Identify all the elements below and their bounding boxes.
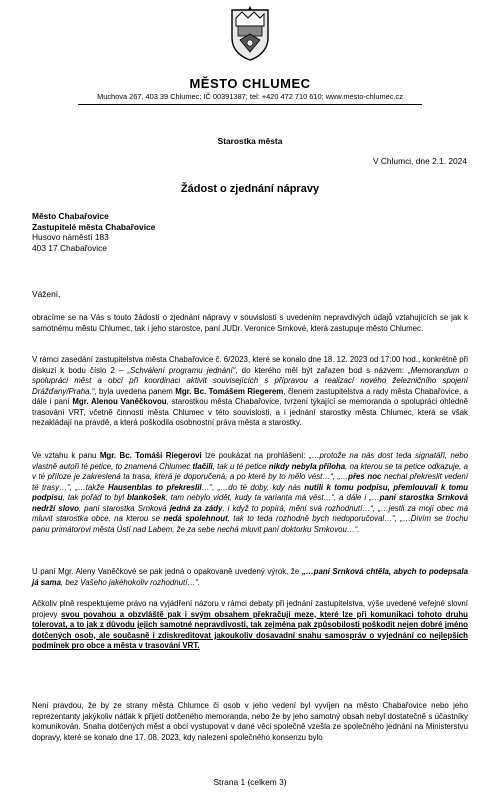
recipient-town: Město Chabařovice xyxy=(32,211,109,221)
text-run: , starostkou města Chabařovice, tvrzení týkající se memoranda o spolupráci ohledně trasování VRT, včetně činnosti města Chlumec v této souvislosti, a i jednání starostky města Chlumec, která se však nezakládají na pravdě, a která poškodila osobnostní práva města a starostky. xyxy=(32,397,468,428)
text-run-italic: „…protože na nás dost teda signatáři, nebo vlastně autoři té petice, to znamená Chlumec xyxy=(32,451,468,471)
page-number-footer: Strana 1 (celkem 3) xyxy=(213,777,287,787)
paragraph-meeting xyxy=(32,355,468,429)
text-run-bold-italic: jedná za zády xyxy=(169,503,223,513)
paragraph-vaneckova-quote xyxy=(32,567,468,588)
text-run-italic: , paní starostka Srnková xyxy=(78,503,170,513)
text-run-bold: Mgr. Bc. Tomáši Riegerovi xyxy=(99,451,202,460)
text-run: , byla uvedena panem xyxy=(94,386,176,396)
paragraph-objection xyxy=(32,599,468,652)
text-run-italic: , na kterou se ta petice odkazuje, a v té příloze je zakreslená ta trasa, která je doporučená, a po které by to mělo vést…“, „… xyxy=(32,461,468,482)
text-run-bold: Mgr. Bc. Tomášem Riegerem xyxy=(175,386,284,396)
text-run: Ve vztahu k panu xyxy=(32,451,100,460)
recipient-council: Zastupitelé města Chabařovice xyxy=(32,221,156,232)
text-run-italic: , tam nebylo vidět, kudy ta varianta má vést…“, a dále i „… xyxy=(165,493,380,503)
text-run-bold-italic: nutili k tomu podpisu, přemlouvali k tomu podpisu xyxy=(32,482,468,503)
text-run-bold: Mgr. Alenou Vaněčkovou xyxy=(72,397,167,407)
text-run-bold-italic: Hausenblas to překreslil xyxy=(107,482,202,492)
text-run-italic: nechal překreslit vedení té trasy…“, „…takže xyxy=(32,472,469,492)
text-run-bold-italic: nedá spolehnout xyxy=(163,514,228,524)
text-run-italic: „Memorandum o spolupráci měst a obcí při koordinaci aktivit souvisejících s přípravou a realizací nového železničního spojení Drážďany/Praha.“ xyxy=(32,365,469,396)
town-coat-of-arms-logo xyxy=(228,4,272,62)
text-run-bold-italic: paní starostka Srnková nedrží slovo xyxy=(32,493,469,513)
text-run-bold-italic: přes noc xyxy=(348,472,382,482)
text-run-bold-italic: „…paní Srnková chtěla, abych to podepsala já sama xyxy=(32,567,469,587)
text-run-italic: , tak u té petice xyxy=(212,461,269,471)
text-run-italic: , bez Vašeho jakéhokoliv rozhodnutí…“. xyxy=(60,577,201,587)
header-divider xyxy=(78,104,422,105)
text-run-italic: , tak to teda rozhodně bych nedoporučoval…“, „…Divím se trochu panu primátorovi města Ústí nad Labem, že za sebe nechá mluvit paní doktorku Srnkovou…“. xyxy=(32,514,468,534)
text-run: Ačkoliv plně respektujeme právo na vyjádření názoru v rámci debaty při jednání zastupitelstva, výše uvedené veřejné slovní projevy xyxy=(32,599,468,619)
text-run: U paní Mgr. Aleny Vaněčkové se pak jedná o opakovaně uvedený výrok, že xyxy=(32,567,302,576)
letter-date: V Chlumci, dne 2.1. 2024 xyxy=(372,156,467,166)
text-run-bold-italic: tlačili xyxy=(192,461,213,471)
paragraph-intro: obracíme se na Vás s touto žádostí o zjednání nápravy v souvislosti s uvedením nepravdivých údajů vztahujících se jak k samotnému městu Chlumec, tak i jeho starostce, paní JUDr. Veronice Srnkové, která zastupuje město Chlumec. xyxy=(32,313,468,333)
salutation: Vážení, xyxy=(32,289,61,299)
text-run: lze poukázat na prohlášení: xyxy=(201,451,310,460)
text-run-italic: , tak pořád to byl xyxy=(62,493,128,503)
recipient-postcode: 403 17 Chabařovice xyxy=(32,242,107,253)
recipient-street: Husovo náměstí 183 xyxy=(32,232,109,243)
town-name-heading: MĚSTO CHLUMEC xyxy=(189,76,311,91)
text-run: V rámci zasedání zastupitelstva města Chabařovice č. 6/2023, které se konalo dne 18. 12. 2023 od 17:00 hod., konkrétně při diskuzi k bodu číslo 2 – xyxy=(32,355,468,375)
text-run: , do kterého měl být zařazen bod s názvem: xyxy=(235,365,409,375)
town-address-line: Muchova 267, 403 39 Chlumec; IČ 00391387; tel: +420 472 710 610; www.mesto-chlumec.cz xyxy=(97,92,403,101)
text-run-bold-italic: blankošek xyxy=(127,493,166,503)
letter-subject: Žádost o zjednání nápravy xyxy=(180,183,320,195)
sender-office: Starostka města xyxy=(217,136,283,146)
text-run: , členem zastupitelstva a rady města Chabařovice, a dále i paní xyxy=(32,386,469,407)
paragraph-rieger-quotes xyxy=(32,451,468,535)
text-run-italic: „Schválení programu jednání“ xyxy=(127,365,236,375)
text-run-italic: …“, „…do té doby, kdy nás xyxy=(201,482,305,492)
paragraph-no-pressure: Není pravdou, že by ze strany města Chlumce či osob v jeho vedení byl vyvíjen na město Chabařovice nebo jeho reprezentanty jakýkoliv nátlak k přijetí dotčeného memoranda, nebo že by jeho samotný obsah nebyl dostatečně s účastníky komunikován. Snaha dotčených měst a obcí vystupovat v dané věci společně vzešla ze společného jednání na Ministerstvu dopravy, které se konalo dne 17. 08. 2023, kdy nalezení společného konsenzu bylo xyxy=(32,701,468,742)
text-run-italic: , i když to popírá, mění svá rozhodnutí…“, „…jestli za mojí obec má mluvit starostka obce, na kterou se xyxy=(32,503,469,524)
text-run-bold-underline: svou povahou a obzvláště pak i svým obsahem překračují meze, které lze při komunikaci tohoto druhu tolerovat, a to jak z důvodu jejich samotné nepravdivosti, tak zejména pak způsobilosti poškodit nejen dobré jméno dotčených osob, ale současně i zdiskreditovat jakoukoliv dosavadní snahu samospráv o vyjednání co nejlepších podmínek pro obce a města v trasování VRT. xyxy=(32,609,468,651)
recipient-block xyxy=(32,211,155,253)
text-run-bold-italic: nikdy nebyla příloha xyxy=(268,461,346,471)
